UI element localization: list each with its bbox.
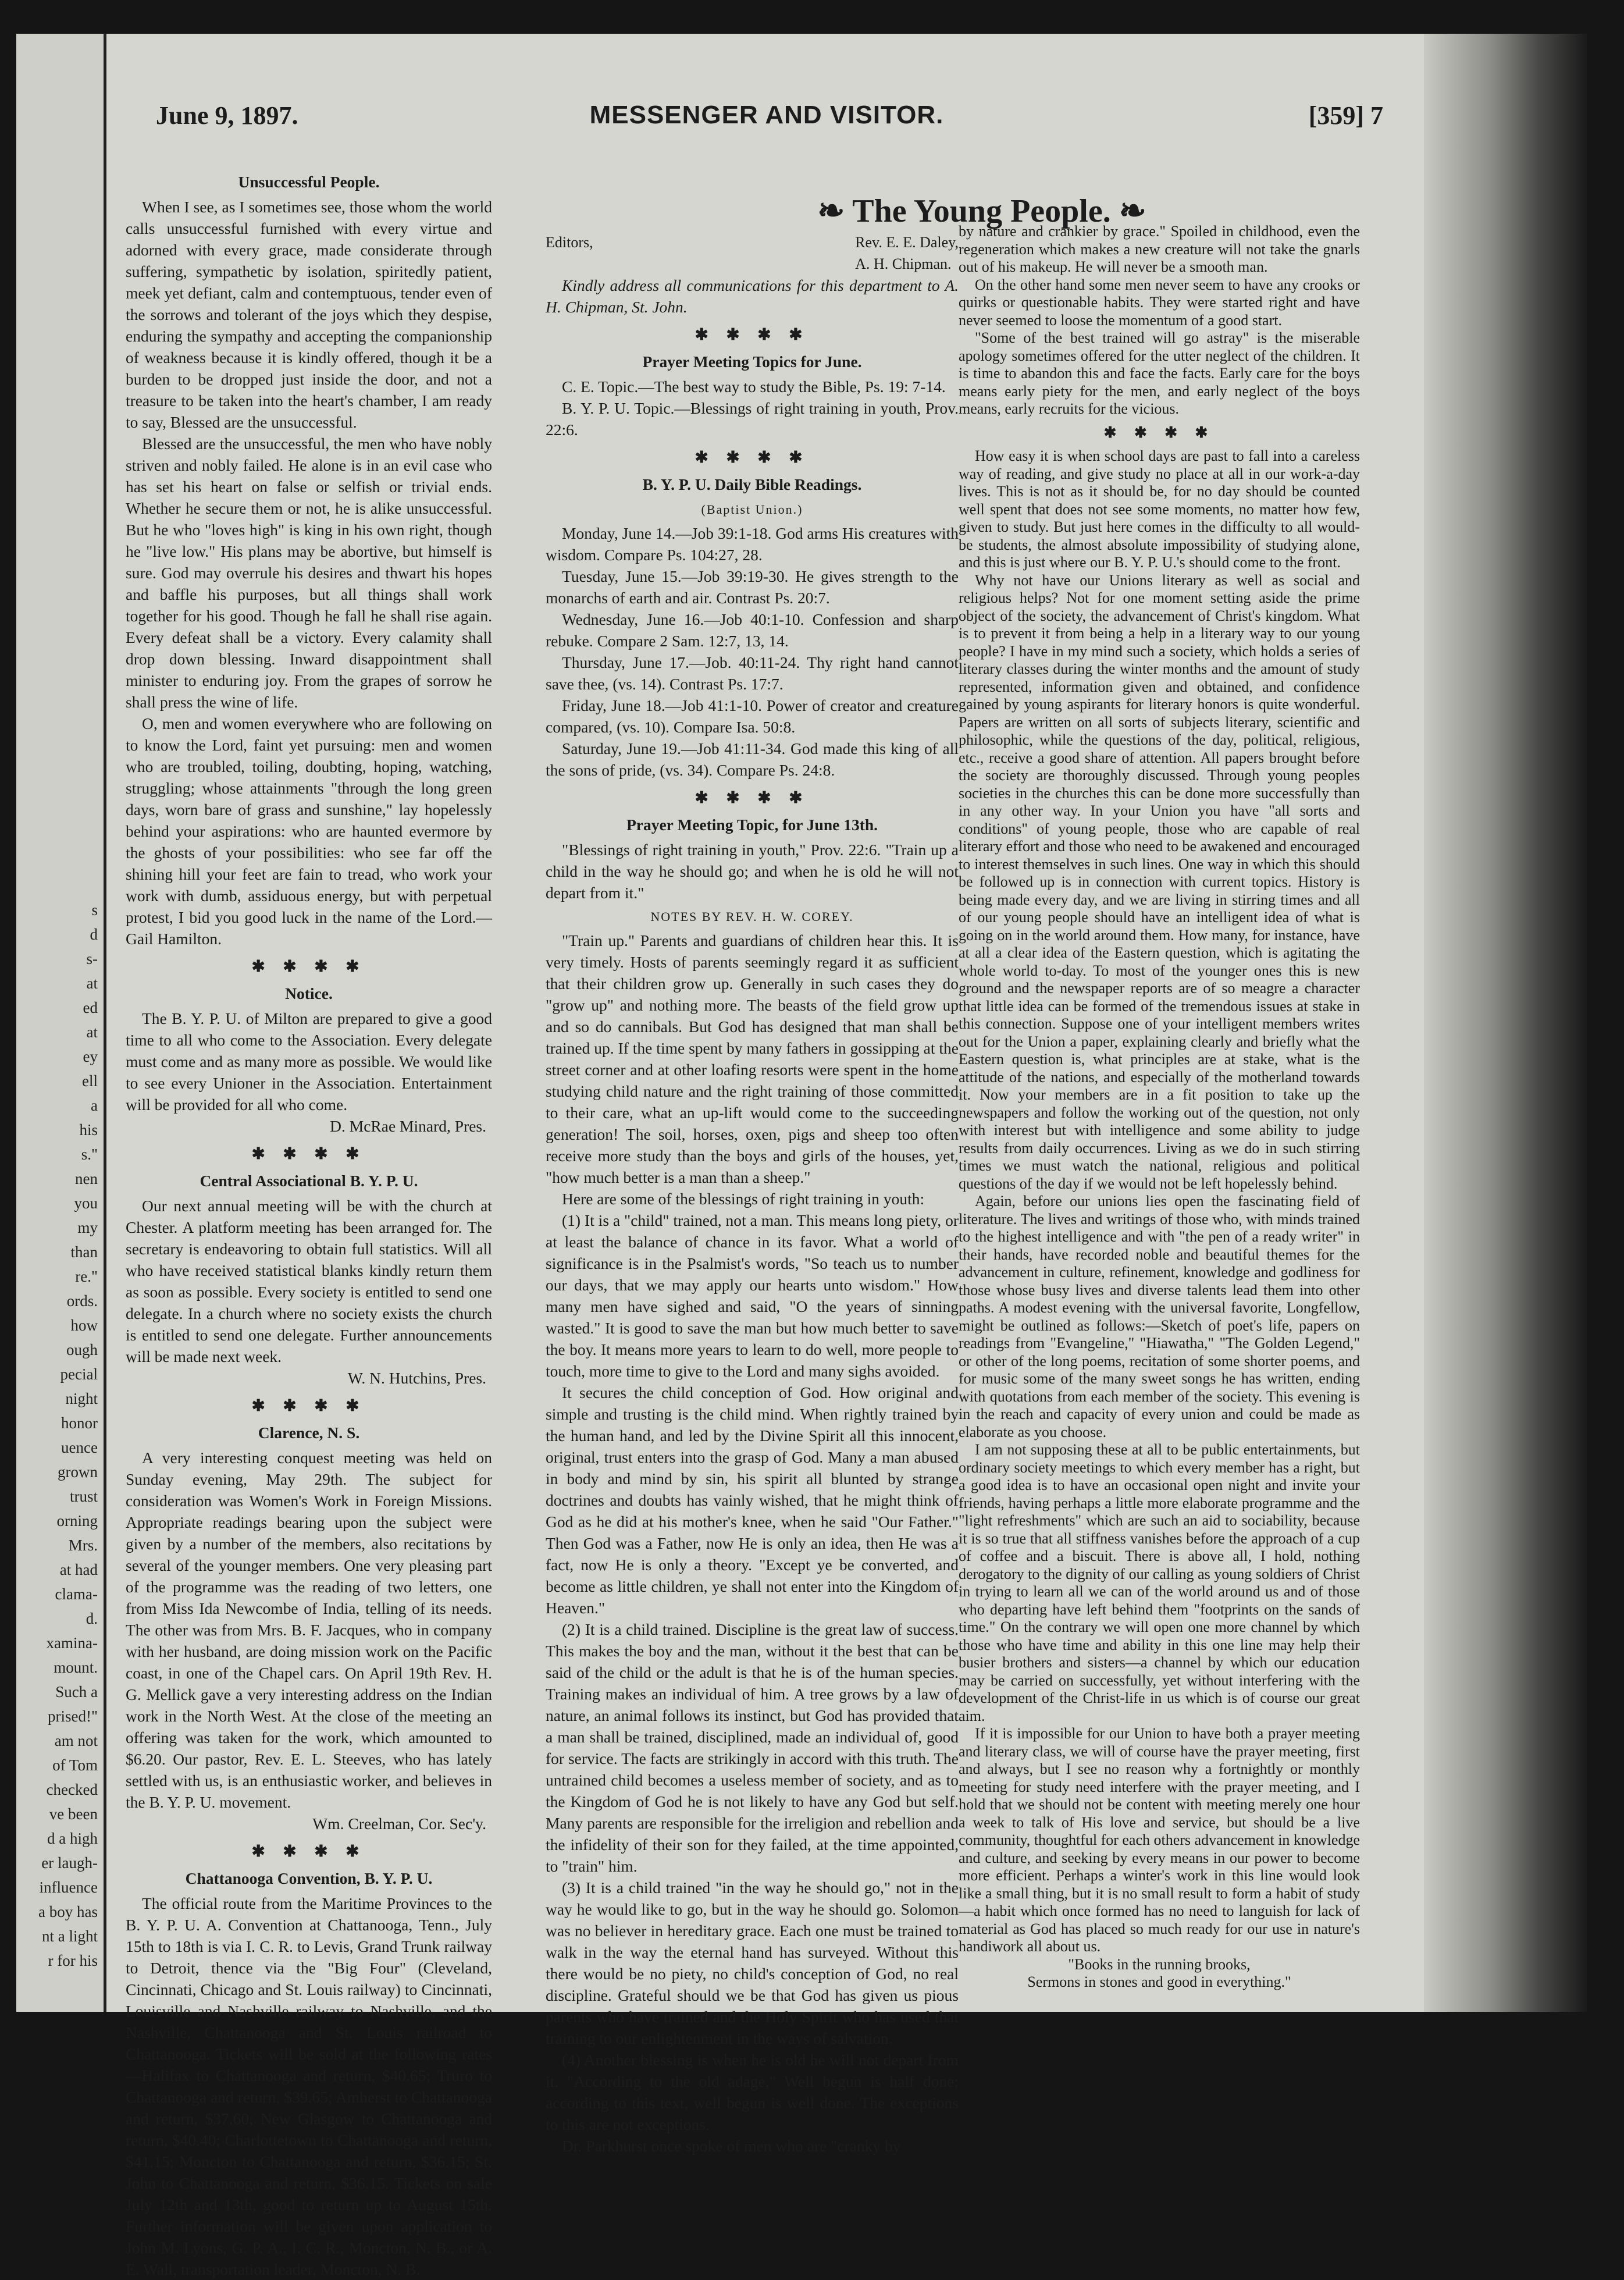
prev-page-fragment: how [70,1317,98,1334]
prev-page-fragment: s." [81,1146,98,1163]
paragraph: O, men and women everywhere who are following on to know the Lord, faint yet pursuing: men and women who are troubled, toiling, doubting, hoping, watching, struggling; whose attainments "through the long green days, worn bare of grass and sunshine," lay hopelessly behind your aspirations: who are haunted evermore by the ghosts of your possibilities: who see far off the shining hill your feet are fain to tread, who work your work with dumb, assiduous energy, but with perpetual protest, I bid you good luck in the name of the Lord.—Gail Hamilton. [126,714,492,948]
prev-page-fragment: ey [83,1048,98,1065]
paragraph: "Train up." Parents and guardians of children hear this. It is very timely. Hosts of parents seemingly regard it as sufficient that their children grow up. Generally in such cases they do "grow up" and nothing more. The beasts of the field grow up and so do cannibals. But God has designed that man shall be trained up. If the time spent by many fathers in gossipping at the street corner and at other loafing resorts were spent in the home studying child nature and the right training of those committed to their care, what an up-lift would come to the succeeding generation! The soil, horses, oxen, pigs and sheep too often receive more study than the boys and girls of the houses, yet, "how much better is a man than a sheep." [546,931,959,1186]
prev-page-fragment: you [74,1194,98,1212]
prev-page-fragment: influence [39,1879,98,1896]
paragraph: How easy it is when school days are past to fall into a careless way of reading, and give study no place at all in our work-a-day lives. This is not as it should be, for no day should be counted well spent that does not see some moments, no matter how few, given to study. But just here comes in the difficulty to all would-be students, the almost absolute impossibility of studying alone, and this is just where our B. Y. P. U.'s should come to the front. [959,447,1360,571]
prev-page-fragment: my [77,1219,98,1236]
section-heading: Prayer Meeting Topics for June. [642,353,862,371]
prev-page-fragment: honor [61,1414,98,1432]
prev-page-fragment: nt a light [42,1927,98,1945]
paragraph: by nature and crankier by grace." Spoiled in childhood, even the regeneration which makes a new creature will not take the gnarls out of his makeup. He will never be a smooth man. [959,223,1360,275]
paragraph: A very interesting conquest meeting was held on Sunday evening, May 29th. The subject for consideration was Women's Work in Foreign Missions. Appropriate readings bearing upon the subject were given by a number of the members, also recitations by several of the younger members. One very pleasing part of the programme was the reading of two letters, one from Miss Ida Newcombe of India, telling of its needs. The other was from Mrs. B. F. Jacques, who in company with her husband, are doing mission work on the Pacific coast, in one of the Chapel cars. On April 19th Rev. H. G. Mellick gave a very interesting address on the Indian work in the North West. At the close of the meeting an offering was taken for the work, which amounted to $6.20. Our pastor, Rev. E. L. Steeves, who has lately settled with us, is an enthusiastic worker, and believes in the B. Y. P. U. movement. [126,1449,492,1811]
paragraph: "Blessings of right training in youth," Prov. 22:6. "Train up a child in the way he should go; and when he is old he will not depart from it." [546,841,959,902]
paragraph: Here are some of the blessings of right training in youth: [562,1190,925,1208]
section-divider: ✱ ✱ ✱ ✱ [251,957,366,975]
prev-page-fragment: ords. [66,1292,98,1310]
section-heading: Unsuccessful People. [238,173,380,191]
editors-names [855,232,959,275]
prev-page-fragment: at had [59,1561,98,1578]
section-heading: Notice. [285,984,333,1002]
prev-page-fragment: er laugh- [41,1854,98,1872]
column-right [959,223,1360,1991]
paragraph: B. Y. P. U. Topic.—Blessings of right training in youth, Prov. 22:6. [546,399,959,439]
prev-page-fragment: re." [75,1268,98,1285]
newspaper-title: MESSENGER AND VISITOR. [589,101,944,129]
paragraph: If it is impossible for our Union to have both a prayer meeting and literary class, we will of course have the prayer meeting, first and always, but I see no reason why a fortnightly or monthly meeting for study need interfere with the prayer meeting, and I hold that we should not be content with meeting merely one hour a week to talk of His love and service, but should be a live community, thoughtful for each others advancement in knowledge and culture, and seeking by every means in our power to become more efficient. Perhaps a winter's work in this line would look like a small thing, but it is no small result to form a habit of study—a habit which once formed has no need to languish for lack of material as God has placed so much ready for our use in nature's handiwork all about us. [959,1725,1361,1955]
section-divider: ✱ ✱ ✱ ✱ [251,1396,366,1414]
prev-page-fragment: a [91,1097,98,1114]
signature: W. N. Hutchins, Pres. [347,1369,486,1387]
paragraph: The official route from the Maritime Provinces to the B. Y. P. U. A. Convention at Chattanooga, Tenn., July 15th to 18th is via I. C. R. to Levis, Grand Trunk railway to Detroit, thence via the "Big Four" (Cleveland, Cincinnati, Chicago and St. Louis railway) to Cincinnati, Louisville and Nashville railway to Nashville, and the Nashville, Chattanooga and St. Louis railroad to Chattanooga. Tickets will be sold at the following rates—Halifax to Chattanooga and return, $40.65; Truro to Chattanooga and return, $39.65; Amherst to Chattanooga and return, $37.60; New Glasgow to Chattanooga and return, $40.40; Charlottetown to Chattanooga and return, $41.15; Moncton to Chattanooga and return, $36.15; St. John to Chattanooga and return, $36.15. Tickets on sale July 12th and 13th, good to return up to August 15th. Further information will be given upon application to John M. Lyons, G. P. A., I. C. R., Moncton, N. B., or A. E. Wall, transportation leader, Moncton, N. B. [126,1894,492,2278]
section-divider: ✱ ✱ ✱ ✱ [251,1842,366,1860]
paragraph: (4) Another blessing is when he is old he will not depart from it. "According to the old adage," Well begun is half done; according to this text, well begun is well done. The exceptions to this are not exceptions. [546,2051,959,2133]
prev-page-fragment: pecial [60,1365,98,1383]
section-divider: ✱ ✱ ✱ ✱ [695,788,810,806]
prev-page-fragment: his [79,1121,98,1139]
paragraph: Again, before our unions lies open the fascinating field of literature. The lives and writings of those who, with minds trained to the highest intelligence and with "the pen of a ready writer" in their hands, have recorded noble and beautiful themes for the advancement in culture, refinement, knowledge and godliness for those whose busy lives and diverse talents lead them into other paths. A modest evening with the universal favorite, Longfellow, might be outlined as follows:—Sketch of poet's life, papers on readings from "Evangeline," "Hiawatha," "The Golden Legend," or other of the long poems, recitation of some shorter poems, and for music some of the many sweet songs he has written, ending with quotations from each member of the society. This evening is in the reach and capacity of every union and could be made as elaborate as you choose. [959,1193,1360,1440]
prev-page-fragment: a boy has [38,1903,98,1920]
section-heading: B. Y. P. U. Daily Bible Readings. [642,475,862,493]
editors-label: Editors, [546,234,593,251]
paragraph: (3) It is a child trained "in the way he should go," not in the way he would like to go, but in the way he should go. Solomon was no believer in hereditary grace. Each one must be trained to walk in the way the eternal hand has surveyed. Without this there would be no piety, no child's conception of God, no real discipline. Grateful should we be that God has given us pious parents who have trained and the Holy Spirit who has used that training to our enlightenment in the ways of salvation. [546,1879,959,2047]
paragraph: Thursday, June 17.—Job. 40:11-24. Thy right hand cannot save thee, (vs. 14). Contrast Ps. 17:7. [546,653,959,693]
paragraph: When I see, as I sometimes see, those whom the world calls unsuccessful furnished with every virtue and adorned with every grace, made considerate through suffering, sympathetic by isolation, spiritedly patient, meek yet defiant, calm and contemptuous, tender even of the sorrows and tolerant of the joys which they despise, enduring the sympathy and accepting the companionship of weakness because it is kindly offered, though it be a burden to be dropped just inside the door, and not a treasure to be taken into the heart's chamber, I am ready to say, Blessed are the unsuccessful. [126,198,492,431]
editors-box [546,232,959,275]
paragraph: Tuesday, June 15.—Job 39:19-30. He gives strength to the monarchs of earth and air. Contrast Ps. 20:7. [546,567,959,607]
section-heading: Clarence, N. S. [258,1424,360,1442]
book-spine [1424,34,1587,2012]
subheading: NOTES BY REV. H. W. COREY. [650,909,854,924]
prev-page-fragment: of Tom [52,1756,98,1774]
prev-page-fragment: ed [83,999,98,1016]
prev-page-fragment: ell [82,1072,98,1090]
prev-page-fragment: trust [69,1488,98,1505]
prev-page-fragment: nen [75,1170,98,1187]
paragraph: On the other hand some men never seem to have any crooks or quirks or questionable habits. They were started right and have never seemed to loose the momentum of a good start. [959,276,1360,329]
prev-page-fragment: uence [61,1439,98,1456]
paragraph: Wednesday, June 16.—Job 40:1-10. Confession and sharp rebuke. Compare 2 Sam. 12:7, 13, 14. [546,610,959,650]
signature: D. McRae Minard, Pres. [330,1117,486,1135]
issue-date: June 9, 1897. [156,101,298,130]
previous-page-strip [16,34,106,2012]
column-middle [546,232,959,2157]
prev-page-fragment: clama- [55,1585,98,1603]
paragraph: Dr. Parkhurst once spoke of men who are "cranky by [562,2137,901,2155]
leaf-ornament-icon: ❧ [1110,193,1146,229]
leaf-ornament-icon: ❧ [817,193,853,229]
verse-line: Sermons in stones and good in everything." [1027,1973,1291,1990]
subheading: (Baptist Union.) [701,502,803,517]
prev-page-fragment: checked [46,1781,98,1798]
editor-name: Rev. E. E. Daley, [855,234,959,251]
paragraph: Monday, June 14.—Job 39:1-18. God arms His creatures with wisdom. Compare Ps. 104:27, 28. [546,524,959,564]
paragraph: Blessed are the unsuccessful, the men who have nobly striven and nobly failed. He alone is in an evil case who has set his heart on false or selfish or trivial ends. Whether he secure them or not, he is alike unsuccessful. But he who "loves high" is king in his own right, though he "live low." His plans may be abortive, but himself is sure. God may overrule his desires and thwart his hopes and baffle his purposes, but all things shall work together for his good. Though he fall he shall rise again. Every defeat shall be a victory. Every calamity shall drop down blessing. Inward disappointment shall minister to enduring joy. From the grapes of sorrow he shall press the wine of life. [126,435,492,711]
prev-page-fragment: s [91,901,98,919]
section-divider: ✱ ✱ ✱ ✱ [695,325,810,343]
section-heading: Chattanooga Convention, B. Y. P. U. [185,1869,433,1887]
prev-page-fragment: am not [54,1732,98,1749]
prev-page-fragment: at [86,974,98,992]
column-middle-body [546,323,959,2157]
prev-page-fragment: d. [86,1610,98,1627]
prev-page-fragment: prised!" [48,1708,98,1725]
paragraph: C. E. Topic.—The best way to study the Bible, Ps. 19: 7-14. [562,378,946,396]
prev-page-fragment: s- [86,950,98,968]
prev-page-fragment: night [65,1390,98,1407]
paragraph: Saturday, June 19.—Job 41:11-34. God made this king of all the sons of pride, (vs. 34). Compare Ps. 24:8. [546,739,959,779]
prev-page-fragment: than [70,1243,98,1261]
prev-page-fragment: d [90,926,98,943]
paragraph: I am not supposing these at all to be public entertainments, but ordinary society meetings to which every member has a right, but a good idea is to have an occasional open night and invite your friends, having perhaps a little more elaborate programme and the "light refreshments" which are such an aid to sociability, because it is so true that all stiffness vanishes before the approach of a cup of coffee and a biscuit. There is above all, I hold, nothing derogatory to the dignity of our calling as young soldiers of Christ in trying to learn all we can of the world around us and of those who departing have left behind them "footprints on the sands of time." On the contrary we will open one more channel by which those who have time and ability in this one line may help their busier brothers and sisters—a channel by which our education may be carried on successfully, yet without interfering with the development of the Christ-life in us which is of course our great aim. [959,1441,1360,1724]
paragraph: The B. Y. P. U. of Milton are prepared to give a good time to all who come to the Association. Every delegate must come and as many more as possible. We would like to see every Unioner in the Association. Entertainment will be provided for all who come. [126,1009,492,1114]
paragraph: (2) It is a child trained. Discipline is the great law of success. This makes the boy and the man, without it the best that can be said of the child or the adult is that he is of the human species. Training makes an individual of him. A tree grows by a law of nature, an animal follows its instinct, but God has provided that a man shall be trained, disciplined, made an individual of, good for service. The facts are strikingly in accord with this truth. The untrained child becomes a useless member of society, and as to the Kingdom of God he is not likely to have any God but self. Many parents are responsible for the irreligion and rebellion and the infidelity of their son for they failed, at the time appointed, to "train" him. [546,1620,959,1875]
prev-page-fragment: grown [58,1463,98,1481]
paragraph: Why not have our Unions literary as well as social and religious helps? Not for one moment setting aside the prime object of the society, the advancement of Christ's kingdom. What is to prevent it from being a help in a literary way to our young people? I have in my mind such a society, which holds a series of literary classes during the winter months and the amount of study represented, information given and obtained, and confidence gained by young aspirants for literary honors is quite wonderful. Papers are written on all sorts of subjects literary, scientific and philosophic, while the questions of the day, political, religious, etc., receive a good share of attention. All papers brought before the society are thoroughly discussed. Through young peoples societies in the churches this can be done more successfully than in any other way. In your Union you have "all sorts and conditions" of young people, those who are capable of real literary effort and those who need to be awakened and encouraged to interest themselves in such lines. One way in which this should be followed up is in connection with current topics. History is being made every day, and we are living in stirring times and all of our young people should have an intelligent idea of what is going on in the world around them. How many, for instance, have at all a clear idea of the Eastern question, which is agitating the whole world to-day. To most of the younger ones this is new ground and the newspaper reports are of so meagre a character that little idea can be formed of the tremendous issues at stake in this connection. Suppose one of your intelligent members writes out for the Union a paper, explaining clearly and briefly what the Eastern question is, what principles are at stake, what is the attitude of the nations, and especially of the motherland towards it. Now your members are in a fit position to take up the newspapers and follow the working out of the question, not only with interest but with intelligence and some ability to judge results from daily occurrences. Living as we do in such stirring times we must watch the national, religious and political questions of the day if we would not be left hopelessly behind. [959,571,1360,1192]
prev-page-fragment: mount. [54,1659,98,1676]
paragraph: It secures the child conception of God. How original and simple and trusting is the child mind. When rightly trained by the human hand, and led by the Divine Spirit all this innocent, original, trust enters into the grasp of God. Many a man abused in body and mind by sin, his spirit all blunted by strange doctrines and doubts has vainly wished, that he might think of God as he did at his mother's knee, when he said "Our Father." Then God was a Father, now He is only an idea, then He was a fact, now He is only a theory. "Except ye be converted, and become as little children, ye shall not enter into the Kingdom of Heaven." [546,1383,959,1617]
section-divider: ✱ ✱ ✱ ✱ [1103,424,1215,441]
section-divider: ✱ ✱ ✱ ✱ [695,448,810,466]
prev-page-fragment: d a high [47,1830,98,1847]
section-divider: ✱ ✱ ✱ ✱ [251,1144,366,1162]
prev-page-fragment: Mrs. [68,1536,98,1554]
masthead [150,101,1383,136]
editor-name: A. H. Chipman. [855,255,952,272]
paragraph: (1) It is a "child" trained, not a man. This means long piety, or at least the balance of chance in its favor. What a world of significance is in the Psalmist's words, "So teach us to number our days, that we may apply our hearts unto wisdom." How many men have sighed and said, "O the years of sinning wasted." It is good to save the man but how much better to save the boy. It means more years to learn to do well, more people to touch, more time to give to the Lord and many sighs avoided. [546,1211,959,1380]
prev-page-fragment: ve been [49,1805,98,1823]
prev-page-fragment: Such a [55,1683,98,1701]
prev-page-fragment: xamina- [46,1634,98,1652]
prev-page-fragment: at [86,1023,98,1041]
paragraph: Friday, June 18.—Job 41:1-10. Power of creator and creature compared, (vs. 10). Compare Isa. 50:8. [546,696,959,736]
section-heading: Central Associational B. Y. P. U. [200,1172,418,1190]
section-heading: Prayer Meeting Topic, for June 13th. [626,816,878,834]
newspaper-page [16,34,1587,2278]
prev-page-fragment: orning [56,1512,98,1530]
signature: Wm. Creelman, Cor. Sec'y. [312,1815,486,1833]
page-number: [359] 7 [1308,101,1383,130]
department-title-text: The Young People. [852,193,1111,229]
verse-line: "Books in the running brooks, [1068,1955,1251,1973]
address-note: Kindly address all communications for this department to A. H. Chipman, St. John. [546,276,959,316]
column-left [126,168,492,2280]
paragraph: Our next annual meeting will be with the church at Chester. A platform meeting has been arranged for. The secretary is endeavoring to obtain full statistics. Will all who have received statistical blanks kindly return them as soon as possible. Every society is entitled to send one delegate. In a church where no society exists the church is entitled to send one delegate. Further announcements will be made next week. [126,1197,492,1365]
prev-page-fragment: ough [66,1341,98,1358]
prev-page-fragment: r for his [48,1952,98,1969]
paragraph: "Some of the best trained will go astray" is the miserable apology sometimes offered for the utter neglect of the children. It is time to abandon this and face the facts. Early care for the boys means early piety for the men, and early neglect of the boys means, early recruits for the vicious. [959,329,1360,417]
